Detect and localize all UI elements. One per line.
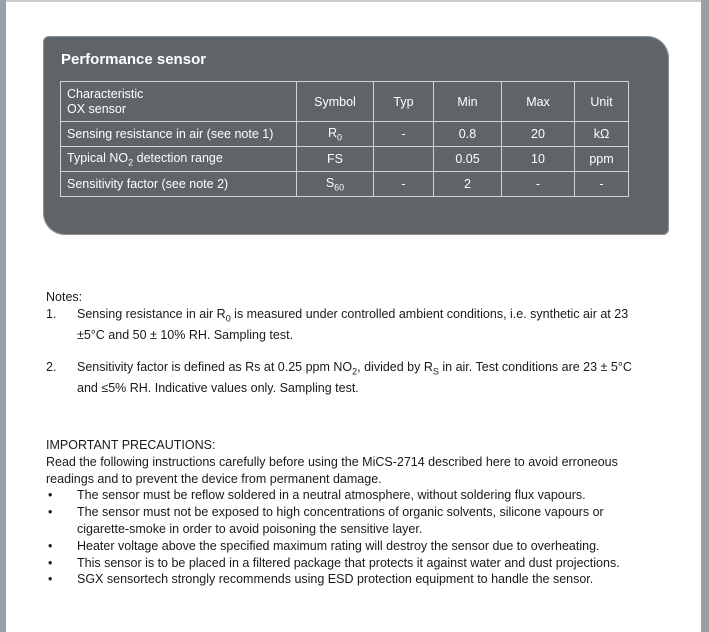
cell-typ: - <box>374 172 434 197</box>
header-symbol: Symbol <box>297 82 374 122</box>
cell-typ <box>374 147 434 172</box>
cell-symbol: $R_0$ <box>297 122 374 147</box>
table-row <box>61 122 629 147</box>
precautions-intro: Read the following instructions carefully before using the MiCS-2714 described here to avoid erroneous readings and to prevent the device from permanent damage. <box>46 454 618 486</box>
header-characteristic <box>61 82 297 122</box>
cell-max: 20 <box>502 122 575 147</box>
list-item: • SGX sensortech strongly recommends using ESD protection equipment to handle the sensor. <box>48 572 594 587</box>
header-unit: Unit <box>575 82 629 122</box>
cell-min: 2 <box>434 172 502 197</box>
list-item: • The sensor must be reflow soldered in a neutral atmosphere, without soldering flux vapours. <box>48 488 586 503</box>
note-number: 1. <box>46 306 57 321</box>
cell-max: - <box>502 172 575 197</box>
bullet-icon: • <box>48 555 53 570</box>
cell-unit: kΩ <box>575 122 629 147</box>
bullet-icon: • <box>48 488 53 503</box>
header-characteristic-line2: OX sensor <box>67 101 127 116</box>
table-row <box>61 147 629 172</box>
frame-right-border <box>701 0 709 632</box>
panel-title: Performance sensor <box>61 51 207 68</box>
table-header-row <box>61 82 629 122</box>
table-row <box>61 172 629 197</box>
header-max: Max <box>502 82 575 122</box>
cell-typ: - <box>374 122 434 147</box>
header-typ: Typ <box>374 82 434 122</box>
precautions-list <box>46 487 646 588</box>
note-item: 2. Sensitivity factor is defined as Rs at 0.25 ppm $NO_2$, divided by $R_S$ in air. Test conditions are 23 ± 5°C and ≤5% RH. Indicative values only. Sampling test. <box>46 360 632 395</box>
list-item: • This sensor is to be placed in a filtered package that protects it against water and dust projections. <box>48 555 620 570</box>
cell-max: 10 <box>502 147 575 172</box>
cell-symbol: FS <box>297 147 374 172</box>
cell-unit: - <box>575 172 629 197</box>
bullet-icon: • <box>48 538 53 553</box>
cell-characteristic: Sensing resistance in air (see note 1) <box>61 122 297 147</box>
list-item: • Heater voltage above the specified maximum rating will destroy the sensor due to overheating. <box>48 538 600 553</box>
cell-characteristic: Typical $NO_2$ detection range <box>61 147 297 172</box>
header-min: Min <box>434 82 502 122</box>
bullet-icon: • <box>48 572 53 587</box>
cell-symbol: $S_{60}$ <box>297 172 374 197</box>
frame-top-border <box>0 0 709 2</box>
note-number: 2. <box>46 360 57 374</box>
precautions-heading: IMPORTANT PRECAUTIONS: <box>46 438 216 452</box>
frame-left-border <box>0 0 6 632</box>
notes-section <box>46 289 646 397</box>
header-characteristic-line1: Characteristic <box>67 86 144 101</box>
precautions-section <box>46 437 646 588</box>
cell-unit: ppm <box>575 147 629 172</box>
performance-table <box>60 81 629 197</box>
notes-heading: Notes: <box>46 290 83 304</box>
bullet-icon: • <box>48 505 53 520</box>
cell-min: 0.05 <box>434 147 502 172</box>
cell-min: 0.8 <box>434 122 502 147</box>
performance-panel <box>43 36 669 235</box>
cell-characteristic: Sensitivity factor (see note 2) <box>61 172 297 197</box>
list-item: • The sensor must not be exposed to high concentrations of organic solvents, silicone vapours or cigarette-smoke in order to avoid poisoning the sensitive layer. <box>48 505 604 536</box>
note-item: 1. Sensing resistance in air $R_0$ is measured under controlled ambient conditions, i.e. synthetic air at 23 ±5°C and 50 ± 10% RH. Sampling test. <box>46 306 629 342</box>
